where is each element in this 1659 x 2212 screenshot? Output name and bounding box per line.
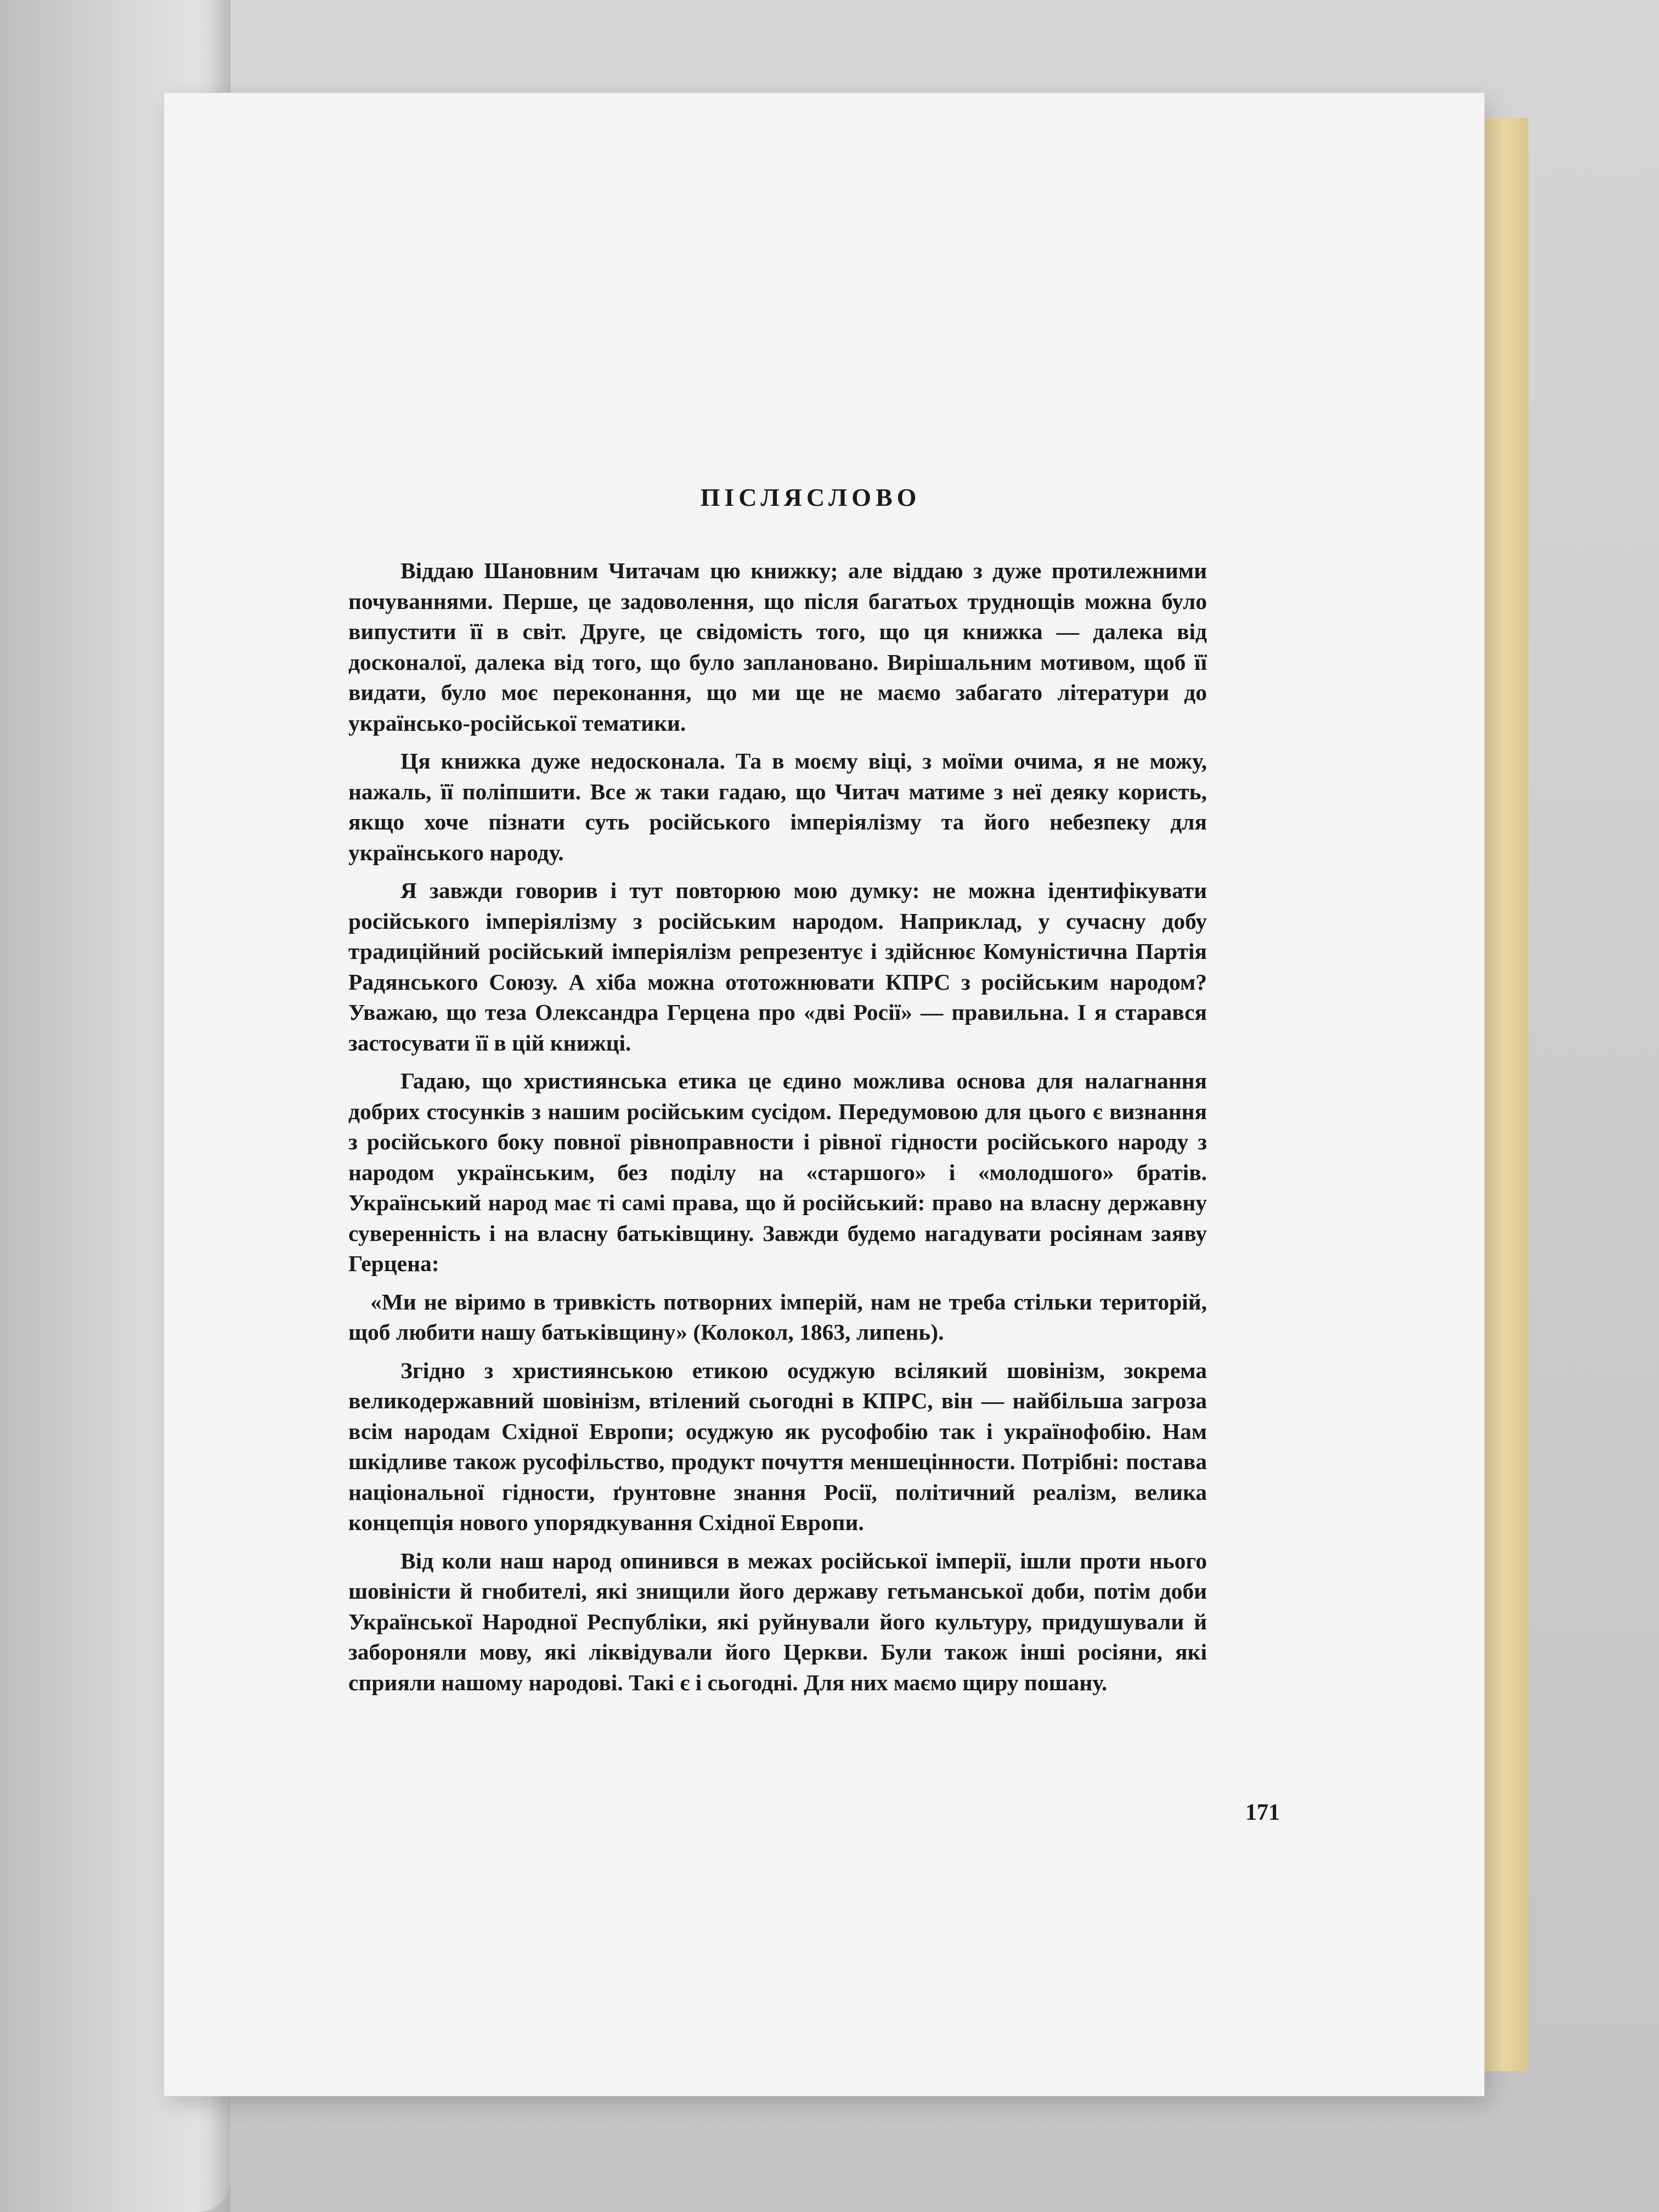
paragraph-3: Я завжди говорив і тут повторюю мою думку: не можна ідентифікувати російського імперіялізму з російським народом. Наприклад, у сучасну добу традиційний російський імперіялізм репрезентує і здійснює Комуністична Партія Радянського Союзу. А хіба можна ототожнювати КПРС з російським народом? Уважаю, що теза Олександра Герцена про «дві Росії» — правильна. І я старався застосувати її в цій книжці. [348, 878, 1207, 1056]
paragraph-4: Гадаю, що християнська етика це єдино можлива основа для налагнання добрих стосунків з нашим російським сусідом. Передумовою для цього є визнання з російського боку повної рівноправности і рівної гідности російського народу з народом українським, без поділу на «старшого» і «молодшого» братів. Український народ має ті самі права, що й російський: право на власну державну суверенність і на власну батьківщину. Завжди будемо нагадувати росіянам заяву Герцена: [348, 1068, 1207, 1276]
paragraph-1: Віддаю Шановним Читачам цю книжку; але віддаю з дуже протилежними почуваннями. Перше, це задоволення, що після багатьох труднощів можна було випустити її в світ. Друге, це свідомість того, що ця книжка — далека від досконалої, далека від того, що було заплановано. Вирішальним мотивом, щоб її видати, було моє переконання, що ми ще не маємо забагато літератури до українсько-російської тематики. [348, 558, 1207, 736]
book-page [165, 93, 1484, 2096]
paragraph-6: Від коли наш народ опинився в межах російської імперії, ішли проти нього шовіністи й гнобителі, які знищили його державу гетьманської доби, потім доби Української Народної Республіки, які руйнували його культуру, придушували й забороняли мову, які ліквідували його Церкви. Були також інші росіяни, які сприяли нашому народові. Такі є і сьогодні. Для них маємо щиру пошану. [348, 1548, 1207, 1695]
page-number: 171 [1245, 1800, 1280, 1825]
herzen-quote: «Ми не віримо в тривкість потворних імперій, нам не треба стільки територій, щоб любити нашу батьківщину» (Колокол, 1863, липень). [348, 1289, 1207, 1345]
page-text-block [348, 483, 1207, 1706]
page-heading: ПІСЛЯСЛОВО [700, 483, 921, 511]
paragraph-5: Згідно з християнською етикою осуджую всілякий шовінізм, зокрема великодержавний шовінізм, втілений сьогодні в КПРС, він — найбільша загроза всім народам Східної Европи; осуджую як русофобію так і українофобію. Нам шкідливе також русофільство, продукт почуття меншецінности. Потрібні: постава національної гідности, ґрунтовне знання Росії, політичний реалізм, велика концепція нового упорядкування Східної Европи. [348, 1357, 1207, 1535]
paragraph-2: Ця книжка дуже недосконала. Та в моєму віці, з моїми очима, я не можу, нажаль, її поліпшити. Все ж таки гадаю, що Читач матиме з неї деяку користь, якщо хоче пізнати суть російського імперіялізму та його небезпеку для українського народу. [348, 748, 1207, 865]
